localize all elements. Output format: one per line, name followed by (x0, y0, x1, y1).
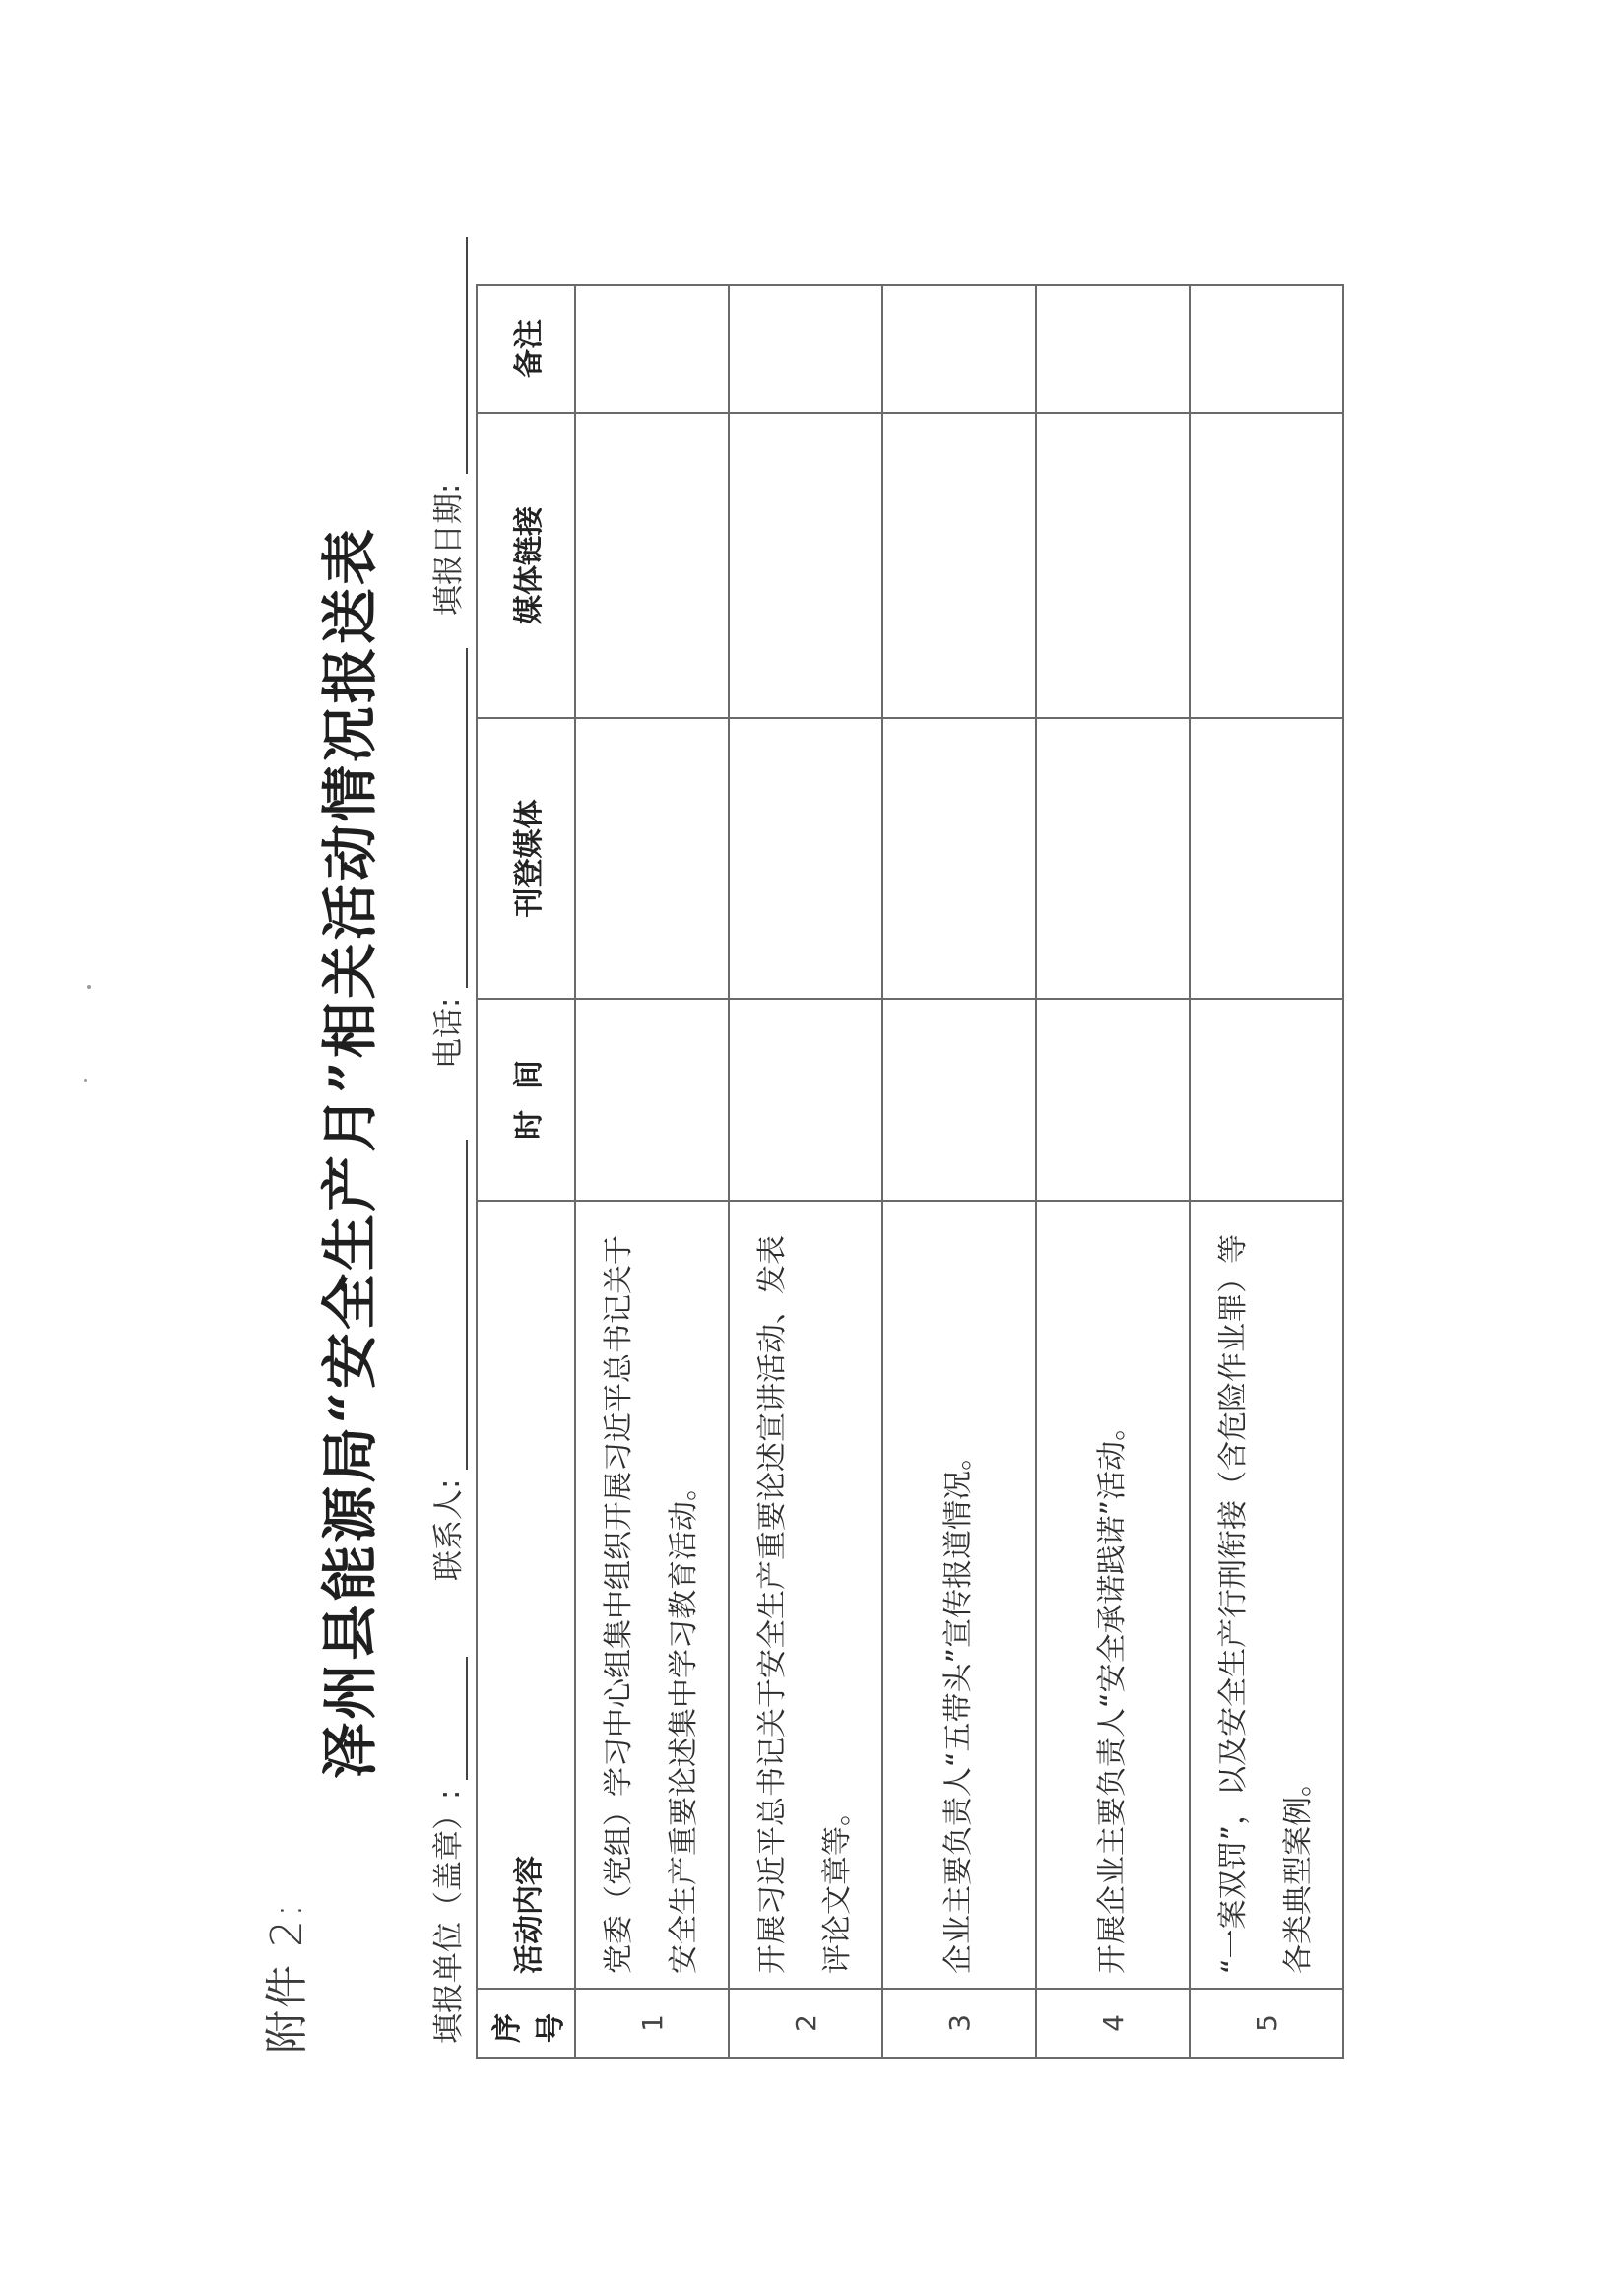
row-time-cell[interactable] (1190, 999, 1343, 1201)
row-content: “一案双罚”，以及安全生产行刑衔接（含危险作业罪）等各类典型案例。 (1190, 1201, 1343, 1989)
row-index: 2 (729, 1989, 882, 2058)
row-content: 开展习近平总书记关于安全生产重要论述宣讲活动、发表评论文章等。 (729, 1201, 882, 1989)
row-time-cell[interactable] (729, 999, 882, 1201)
row-link-cell[interactable] (882, 413, 1036, 718)
phone-blank-line (436, 648, 468, 988)
row-media-cell[interactable] (1036, 718, 1190, 999)
row-link-cell[interactable] (1036, 413, 1190, 718)
row-content: 开展企业主要负责人“安全承诺践诺”活动。 (1036, 1201, 1190, 1989)
row-note-cell[interactable] (575, 285, 729, 413)
date-field (423, 237, 468, 616)
row-link-cell[interactable] (729, 413, 882, 718)
scan-speck (84, 1079, 87, 1082)
activity-report-table (476, 284, 1344, 2059)
document-title: 泽州县能源局“安全生产月”相关活动情况报送表 (317, 526, 383, 1779)
header-link: 媒体链接 (477, 413, 575, 718)
row-content: 企业主要负责人“五带头”宣传报道情况。 (882, 1201, 1036, 1989)
unit-blank-line (436, 1657, 468, 1780)
table-header-row (477, 285, 575, 2058)
contact-blank-line (436, 1140, 468, 1470)
row-note-cell[interactable] (729, 285, 882, 413)
scan-speck (87, 985, 91, 989)
row-note-cell[interactable] (882, 285, 1036, 413)
table-row (729, 285, 882, 2058)
row-index: 4 (1036, 1989, 1190, 2058)
row-media-cell[interactable] (729, 718, 882, 999)
header-media: 刊登媒体 (477, 718, 575, 999)
row-media-cell[interactable] (575, 718, 729, 999)
table-row (575, 285, 729, 2058)
row-media-cell[interactable] (882, 718, 1036, 999)
table-row (1190, 285, 1343, 2058)
date-blank-line (436, 237, 468, 474)
row-index: 5 (1190, 1989, 1343, 2058)
phone-field (423, 648, 468, 1069)
unit-field (423, 1657, 468, 2044)
row-media-cell[interactable] (1190, 718, 1343, 999)
date-label: 填报日期: (431, 483, 467, 616)
row-link-cell[interactable] (575, 413, 729, 718)
row-time-cell[interactable] (1036, 999, 1190, 1201)
header-index: 序号 (477, 1989, 575, 2058)
table-row (882, 285, 1036, 2058)
table-row (1036, 285, 1190, 2058)
form-meta-row (423, 231, 467, 2044)
row-index: 3 (882, 1989, 1036, 2058)
header-note: 备注 (477, 285, 575, 413)
row-content: 党委（党组）学习中心组集中组织开展习近平总书记关于安全生产重要论述集中学习教育活动。 (575, 1201, 729, 1989)
row-index: 1 (575, 1989, 729, 2058)
contact-label: 联系人: (431, 1478, 467, 1581)
header-content: 活动内容 (477, 1201, 575, 1989)
contact-field (423, 1140, 468, 1581)
row-note-cell[interactable] (1190, 285, 1343, 413)
row-time-cell[interactable] (575, 999, 729, 1201)
attachment-label: 附件 2: (262, 1901, 312, 2054)
rotated-document-page (251, 227, 1453, 2078)
row-link-cell[interactable] (1190, 413, 1343, 718)
phone-label: 电话: (431, 997, 467, 1069)
row-time-cell[interactable] (882, 999, 1036, 1201)
header-time: 时 间 (477, 999, 575, 1201)
row-note-cell[interactable] (1036, 285, 1190, 413)
unit-label: 填报单位（盖章）: (431, 1789, 467, 2044)
